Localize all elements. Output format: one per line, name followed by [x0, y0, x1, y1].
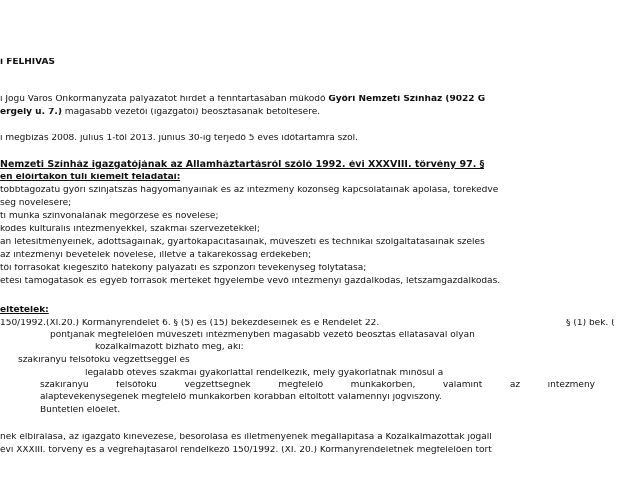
- term-text: i megbízás 2008. július 1-től 2013. június 30-ig terjedő 5 éves időtartamra szól.: [0, 134, 358, 143]
- intro-paragraph-line-1: [0, 95, 640, 104]
- director-heading-line-2: en előírtakon túli kiemelt feladatai:: [0, 173, 181, 182]
- task-item: ti munka színvonalának megőrzése és növelése;: [0, 212, 219, 221]
- theater-name: Győri Nemzeti Színház (9022 G: [328, 95, 486, 104]
- conditions-line-3: közalkalmazott bízható meg, aki:: [95, 343, 244, 352]
- conditions-line-2: pontjának megfelelően művészeti intézményben magasabb vezető beosztás ellátásával olyan: [50, 331, 475, 340]
- page-title: i FELHÍVÁS: [0, 58, 55, 67]
- task-item: ség növelésére;: [0, 199, 72, 208]
- task-item: an létesítményeinek, adottságainak, gyártókapacitásainak, művészeti és technikai szolgáltatásainak széles: [0, 238, 485, 247]
- conditions-line-8: Büntetlen előélet.: [40, 406, 121, 415]
- intro-text: i Jogú Város Önkormányzata pályázatot hirdet a fenntartásában működő: [0, 95, 329, 104]
- closing-line-2: évi XXXIII. törvény és a végrehajtásáról rendelkező 150/1992. (XI. 20.) Kormányrendeletnek megfelelően tört: [0, 446, 492, 455]
- task-item: etési támogatások és egyéb források mértékét figyelembe vevő intézményi gazdálkodás, létszámgazdálkodás.: [0, 277, 501, 286]
- conditions-decree-tail: § (1) bek. (: [566, 319, 615, 328]
- closing-line-1: nek elbírálása, az igazgató kinevezése, besorolása és illetményének megállapítása a Közalkalmazottak jogáll: [0, 433, 492, 442]
- conditions-decree-text: 150/1992.(XI.20.) Kormányrendelet 6. § (5) és (15) bekezdéseinek és e Rendelet 22.: [0, 319, 380, 328]
- conditions-line-1: [0, 319, 640, 328]
- director-heading-line-1: Nemzeti Színház igazgatójának az Államháztartásról szóló 1992. évi XXXVIII. törvény 97. §: [0, 160, 485, 170]
- conditions-heading: eltételek:: [0, 306, 49, 315]
- theater-address: ergely u. 7.): [0, 108, 62, 117]
- conditions-line-6: szakirányú felsőfokú végzettségnek megfelelő munkakörben, valamint az intézmény: [40, 381, 595, 390]
- task-item: ködés kulturális intézményekkel, szakmai szervezetekkel;: [0, 225, 260, 234]
- task-item: többtagozatú győri színjátszás hagyományainak és az intézmény közönség kapcsolatainak ápolása, törekedve: [0, 186, 499, 195]
- conditions-line-4: szakirányú felsőfokú végzettséggel és: [18, 356, 190, 365]
- task-item: tői forrásokat kiegészítő hatékony pályázati és szponzori tevékenység folytatása;: [0, 264, 367, 273]
- task-item: az intézményi bevételek növelése, illetve a takarékosság érdekében;: [0, 251, 312, 260]
- conditions-line-7: alaptevékenységének megfelelő munkakörben korábban eltöltött valamennyi jogviszony.: [40, 393, 442, 402]
- intro-text-rest: magasabb vezetői (igazgatói) beosztásának betöltésére.: [61, 108, 321, 117]
- intro-paragraph-line-2: [0, 108, 320, 117]
- conditions-line-5: legalább ötéves szakmai gyakorlattal rendelkezik, mely gyakorlatnak minősül a: [85, 369, 444, 378]
